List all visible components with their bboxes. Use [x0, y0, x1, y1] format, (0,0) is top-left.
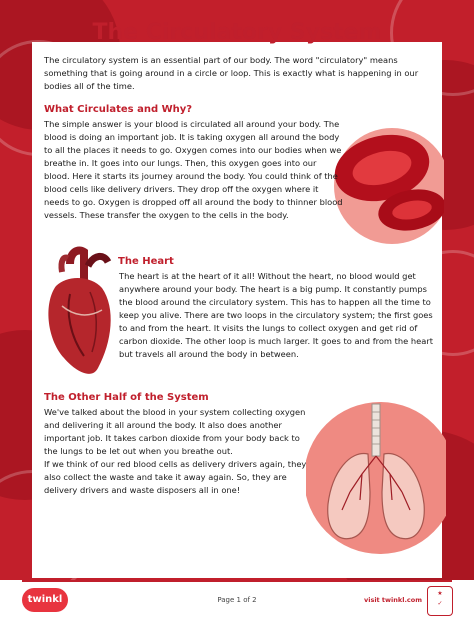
- twinkl-logo[interactable]: twinkl: [22, 588, 68, 612]
- page-title: The Circulatory System: [92, 20, 382, 45]
- quality-standard-badge-icon: ★ ✓: [427, 586, 453, 616]
- visit-website-link[interactable]: visit twinkl.com: [364, 596, 423, 604]
- section-text-circulates: The simple answer is your blood is circulated all around your body. The blood is doing an important job. It is taking oxygen all around the body to all the places it needs to go. Oxygen comes into our bodies when we breathe in. It goes into our lungs. Then, this oxygen goes into our blood. Here it starts its journey around the body. You could think of the blood cells like delivery drivers. They drop off the oxygen where it needs to go. Oxygen is dropped off all around the body to thinner blood vessels. These transfer the oxygen to the cells in the body.: [44, 119, 343, 220]
- section-heading-circulates: What Circulates and Why?: [44, 104, 193, 115]
- section-heading-other-half: The Other Half of the System: [44, 392, 209, 403]
- section-heading-heart: The Heart: [118, 256, 174, 267]
- page-number: Page 1 of 2: [217, 596, 257, 604]
- footer-divider: [22, 580, 452, 582]
- intro-paragraph: The circulatory system is an essential part of our body. The word "circulatory" means something that is going around in a circle or loop. This is exactly what is happening in our bodies all of the time.: [44, 55, 419, 91]
- lungs-illustration: [306, 392, 446, 564]
- section-text-other-half: We've talked about the blood in your system collecting oxygen and delivering it all around the body. It also does another important job. It takes carbon dioxide from your body back to the lungs to be let out when you breathe out. If we think of our red blood cells as delivery drivers again, they also collect the waste and take it away again. So, they are delivery drivers and waste disposers all in one!: [44, 407, 307, 495]
- heart-illustration: [40, 246, 122, 386]
- section-text-heart: The heart is at the heart of it all! Without the heart, no blood would get anywhere around your body. The heart is a big pump. It constantly pumps the blood around the circulatory system. This has to happen all the time to keep you alive. There are two loops in the circulatory system; the first goes to and from the heart. It visits the lungs to collect oxygen and get rid of carbon dioxide. The other loop is much larger. It goes to and from the heart but travels all around the body in between.: [119, 271, 434, 359]
